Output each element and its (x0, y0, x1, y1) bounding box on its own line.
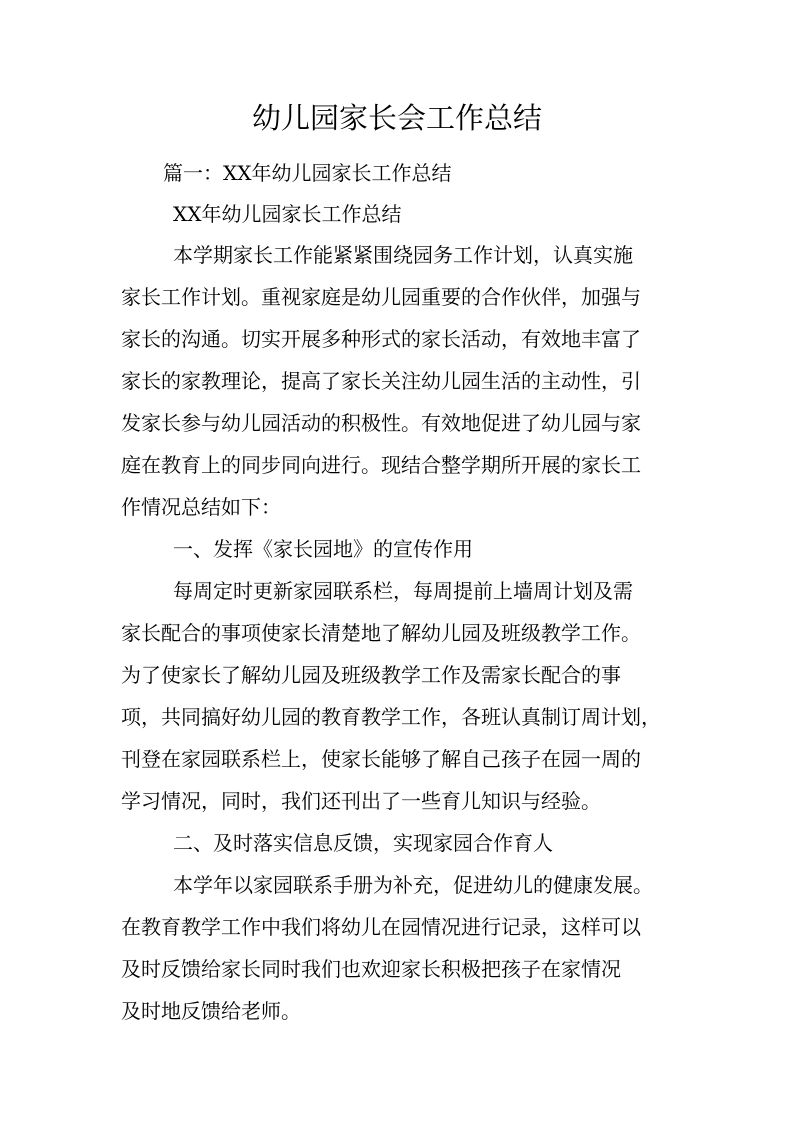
subtitle: XX年幼儿园家长工作总结 (173, 202, 402, 226)
paragraph-line: 刊登在家园联系栏上，使家长能够了解自己孩子在园一周的 (121, 747, 641, 771)
paragraph-line: 家长的家教理论，提高了家长关注幼儿园生活的主动性，引 (121, 369, 641, 393)
paragraph-line: 为了使家长了解幼儿园及班级教学工作及需家长配合的事 (121, 663, 621, 687)
paragraph-line: 项，共同搞好幼儿园的教育教学工作，各班认真制订周计划， (121, 705, 661, 729)
paragraph-line: 本学期家长工作能紧紧围绕园务工作计划，认真实施 (173, 243, 633, 267)
section-heading: 二、及时落实信息反馈，实现家园合作育人 (173, 831, 553, 855)
document-title: 幼儿园家长会工作总结 (251, 101, 542, 135)
paragraph-line: 家长工作计划。重视家庭是幼儿园重要的合作伙伴，加强与 (121, 285, 641, 309)
section-heading: 篇一：XX年幼儿园家长工作总结 (163, 161, 452, 185)
paragraph-line: 在教育教学工作中我们将幼儿在园情况进行记录，这样可以 (121, 915, 641, 939)
paragraph-line: 每周定时更新家园联系栏，每周提前上墙周计划及需 (173, 579, 633, 603)
paragraph-line: 家长配合的事项使家长清楚地了解幼儿园及班级教学工作。 (121, 621, 641, 645)
paragraph-line: 本学年以家园联系手册为补充，促进幼儿的健康发展。 (173, 873, 653, 897)
paragraph-line: 发家长参与幼儿园活动的积极性。有效地促进了幼儿园与家 (121, 411, 641, 435)
paragraph-line: 家长的沟通。切实开展多种形式的家长活动，有效地丰富了 (121, 327, 641, 351)
paragraph-line: 庭在教育上的同步同向进行。现结合整学期所开展的家长工 (121, 453, 641, 477)
paragraph-line: 作情况总结如下： (121, 495, 281, 519)
paragraph-line: 学习情况，同时，我们还刊出了一些育儿知识与经验。 (121, 789, 601, 813)
paragraph-line: 及时地反馈给老师。 (121, 999, 301, 1023)
section-heading: 一、发挥《家长园地》的宣传作用 (173, 537, 473, 561)
paragraph-line: 及时反馈给家长同时我们也欢迎家长积极把孩子在家情况 (121, 957, 621, 981)
